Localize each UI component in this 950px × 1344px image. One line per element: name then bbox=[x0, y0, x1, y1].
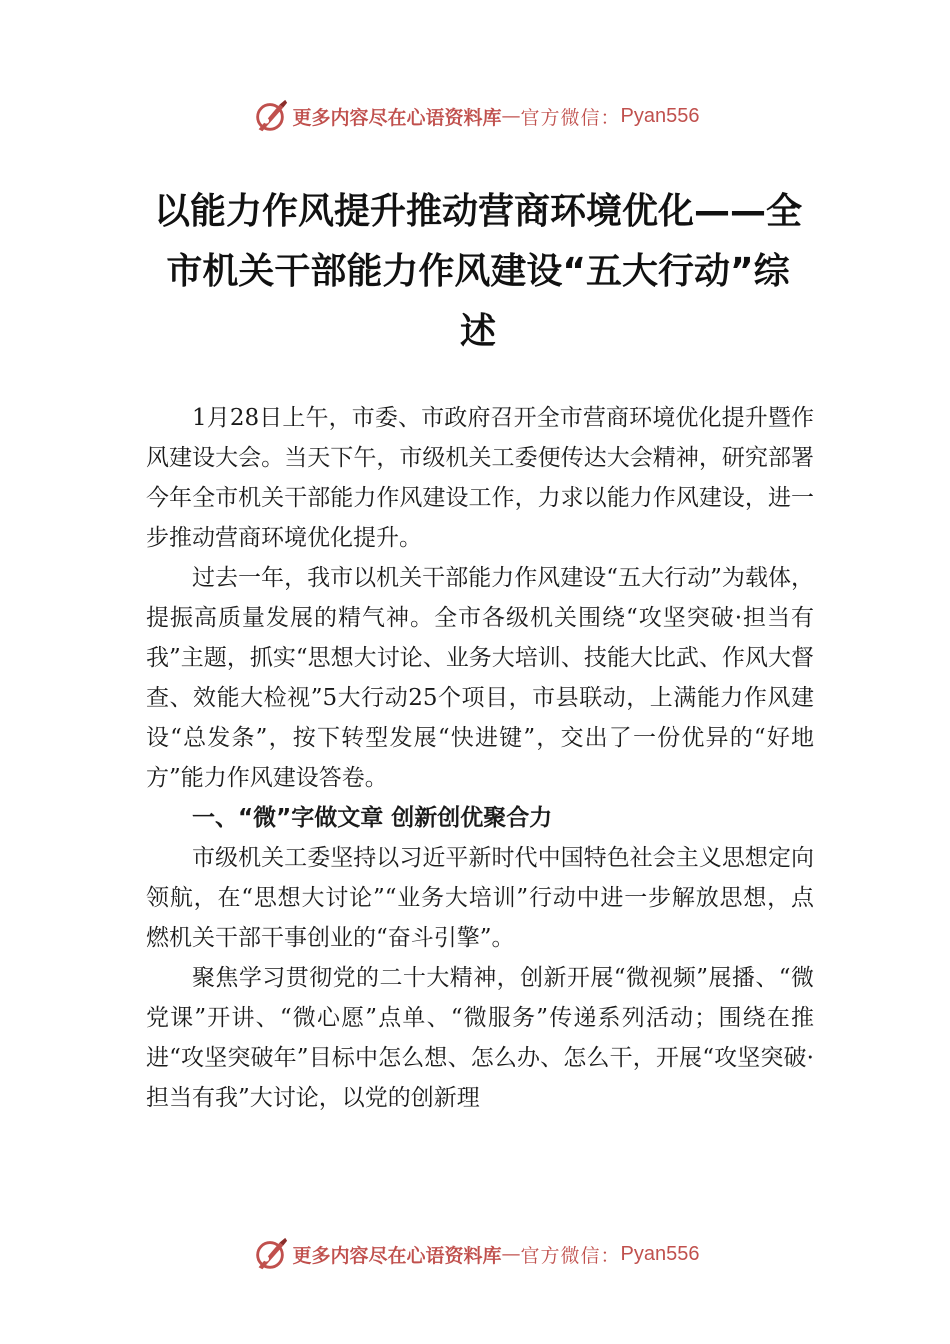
contact-label: 官方微信： bbox=[520, 106, 621, 129]
pen-logo-icon bbox=[251, 97, 289, 135]
title-line-1: 以能力作风提升推动营商环境优化——全 bbox=[153, 191, 802, 232]
pen-logo-icon bbox=[251, 1235, 289, 1273]
brand-text: 更多内容尽在心语资料库 bbox=[292, 106, 502, 129]
paragraph-1: 1月28日上午，市委、市政府召开全市营商环境优化提升暨作风建设大会。当天下午，市级机关工委便传达大会精神，研究部署今年全市机关干部能力作风建设工作，力求以能力作风建设，进一步推动营商环境优化提升。 bbox=[146, 405, 814, 551]
wechat-id: Pyan556 bbox=[620, 104, 700, 127]
title-line-2: 市机关干部能力作风建设“五大行动”综 bbox=[166, 251, 790, 292]
paragraph-4: 聚焦学习贯彻党的二十大精神，创新开展“微视频”展播、“微党课”开讲、“微心愿”点单、“微服务”传递系列活动；围绕在推进“攻坚突破年”目标中怎么想、怎么办、怎么干，开展“攻坚突破·担当有我”大讨论，以党的创新理 bbox=[146, 965, 814, 1111]
contact-label: 官方微信： bbox=[520, 1244, 621, 1267]
paragraph-3: 市级机关工委坚持以习近平新时代中国特色社会主义思想定向领航，在“思想大讨论”“业务大培训”行动中进一步解放思想，点燃机关干部干事创业的“奋斗引擎”。 bbox=[146, 845, 814, 951]
footer-banner bbox=[0, 1234, 950, 1274]
brand-text: 更多内容尽在心语资料库 bbox=[292, 1244, 502, 1267]
document-title bbox=[148, 182, 808, 362]
document-body bbox=[146, 398, 814, 1118]
title-line-3: 述 bbox=[459, 311, 496, 352]
banner-separator: — bbox=[501, 1243, 521, 1265]
section-heading-1: 一、“微”字做文章 创新创优聚合力 bbox=[192, 805, 553, 831]
wechat-id: Pyan556 bbox=[620, 1242, 700, 1265]
header-banner bbox=[0, 96, 950, 136]
paragraph-2: 过去一年，我市以机关干部能力作风建设“五大行动”为载体，提振高质量发展的精气神。全市各级机关围绕“攻坚突破·担当有我”主题，抓实“思想大讨论、业务大培训、技能大比武、作风大督查、效能大检视”5大行动25个项目，市县联动，上满能力作风建设“总发条”，按下转型发展“快进键”，交出了一份优异的“好地方”能力作风建设答卷。 bbox=[146, 565, 814, 791]
banner-separator: — bbox=[501, 105, 521, 127]
